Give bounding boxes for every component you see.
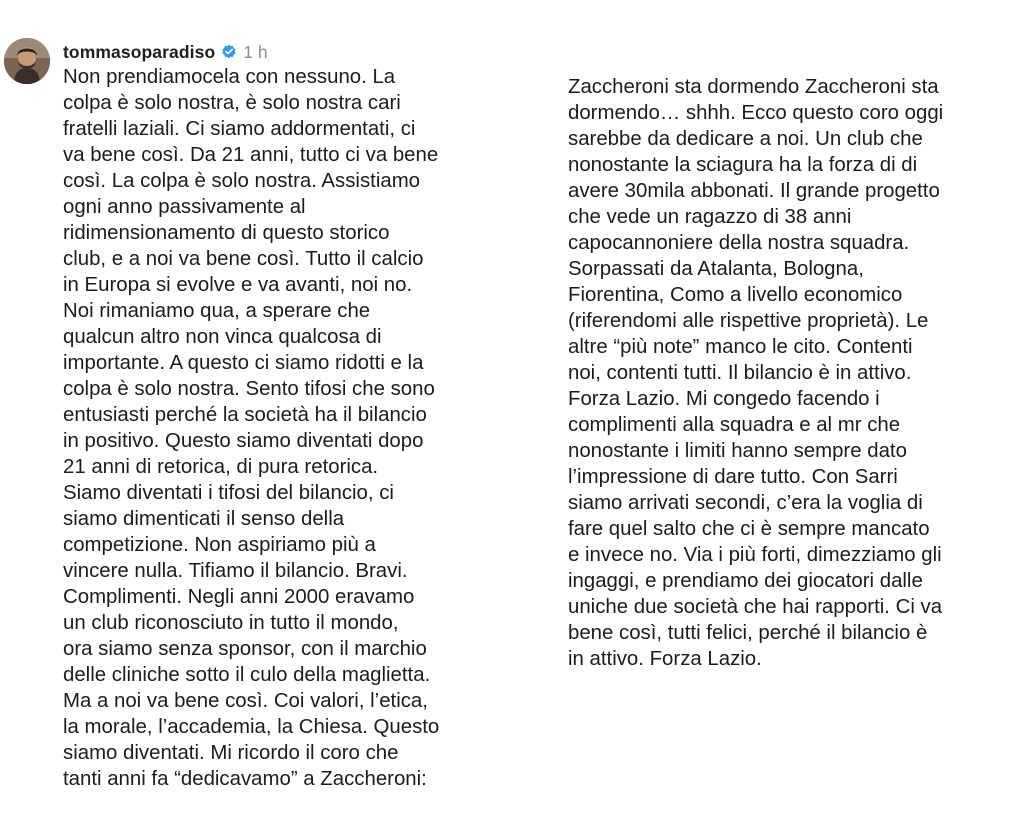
profile-photo-icon	[4, 38, 50, 84]
caption-line: bene così, tutti felici, perché il bilancio è	[568, 622, 928, 644]
caption-line: ridimensionamento di questo storico	[63, 222, 390, 244]
caption-line: avere 30mila abbonati. Il grande progetto	[568, 180, 940, 202]
caption-line: fare quel salto che ci è sempre mancato	[568, 518, 930, 540]
caption-line: nonostante i limiti hanno sempre dato	[568, 440, 907, 462]
caption-line: (riferendomi alle rispettive proprietà). Le	[568, 310, 929, 332]
caption-line: che vede un ragazzo di 38 anni	[568, 206, 852, 228]
caption-line: club, e a noi va bene così. Tutto il calcio	[63, 248, 424, 270]
caption-right-column	[568, 74, 1008, 672]
caption-line: in Europa si evolve e va avanti, noi no.	[63, 274, 413, 296]
caption-line: va bene così. Da 21 anni, tutto ci va bene	[63, 144, 439, 166]
caption-line: in attivo. Forza Lazio.	[568, 648, 762, 670]
caption-line: così. La colpa è solo nostra. Assistiamo	[63, 170, 421, 192]
caption-line: Siamo diventati i tifosi del bilancio, ci	[63, 482, 394, 504]
caption-line: 21 anni di retorica, di pura retorica.	[63, 456, 379, 478]
caption-line: un club riconosciuto in tutto il mondo,	[63, 612, 399, 634]
caption-line: vincere nulla. Tifiamo il bilancio. Bravi.	[63, 560, 408, 582]
caption-line: Noi rimaniamo qua, a sperare che	[63, 300, 371, 322]
caption-line: siamo diventati. Mi ricordo il coro che	[63, 742, 399, 764]
caption-line: Ma a noi va bene così. Coi valori, l’etica,	[63, 690, 428, 712]
caption-line: la morale, l’accademia, la Chiesa. Questo	[63, 716, 440, 738]
caption-line: noi, contenti tutti. Il bilancio è in attivo.	[568, 362, 912, 384]
caption-line: colpa è solo nostra. Sento tifosi che sono	[63, 378, 435, 400]
caption-line: ora siamo senza sponsor, con il marchio	[63, 638, 427, 660]
caption-line: importante. A questo ci siamo ridotti e la	[63, 352, 424, 374]
caption-line: Fiorentina, Como a livello economico	[568, 284, 903, 306]
caption-line: complimenti alla squadra e al mr che	[568, 414, 901, 436]
caption-line: competizione. Non aspiriamo più a	[63, 534, 376, 556]
avatar[interactable]	[4, 38, 50, 84]
caption-line: sarebbe da dedicare a noi. Un club che	[568, 128, 923, 150]
caption-left-column	[63, 64, 523, 792]
caption-line: l’impressione di dare tutto. Con Sarri	[568, 466, 898, 488]
caption-line: nonostante la sciagura ha la forza di di	[568, 154, 918, 176]
caption-line: in positivo. Questo siamo diventati dopo	[63, 430, 424, 452]
caption-line: ingaggi, e prendiamo dei giocatori dalle	[568, 570, 923, 592]
caption-line: Sorpassati da Atalanta, Bologna,	[568, 258, 864, 280]
caption-line: Forza Lazio. Mi congedo facendo i	[568, 388, 880, 410]
caption-line: delle cliniche sotto il culo della maglietta.	[63, 664, 431, 686]
caption-line: uniche due società che hai rapporti. Ci va	[568, 596, 943, 618]
caption-line: e invece no. Via i più forti, dimezziamo gli	[568, 544, 942, 566]
caption-line: tanti anni fa “dedicavamo” a Zaccheroni:	[63, 768, 427, 790]
verified-badge-icon	[221, 44, 237, 60]
caption-line: siamo arrivati secondi, c’era la voglia di	[568, 492, 923, 514]
caption-line: dormendo… shhh. Ecco questo coro oggi	[568, 102, 944, 124]
caption-line: colpa è solo nostra, è solo nostra cari	[63, 92, 401, 114]
caption-line: ogni anno passivamente al	[63, 196, 306, 218]
caption-line: altre “più note” manco le cito. Contenti	[568, 336, 913, 358]
caption-line: siamo dimenticati il senso della	[63, 508, 345, 530]
caption-line: Zaccheroni sta dormendo Zaccheroni sta	[568, 76, 939, 98]
caption-line: Non prendiamocela con nessuno. La	[63, 66, 396, 88]
caption-line: qualcun altro non vinca qualcosa di	[63, 326, 382, 348]
caption-line: fratelli laziali. Ci siamo addormentati, ci	[63, 118, 416, 140]
caption-line: capocannoniere della nostra squadra.	[568, 232, 910, 254]
post-time: 1 h	[243, 41, 268, 62]
caption-line: Complimenti. Negli anni 2000 eravamo	[63, 586, 415, 608]
username[interactable]: tommasoparadiso	[63, 41, 216, 62]
post-header	[63, 40, 268, 64]
caption-line: entusiasti perché la società ha il bilancio	[63, 404, 427, 426]
